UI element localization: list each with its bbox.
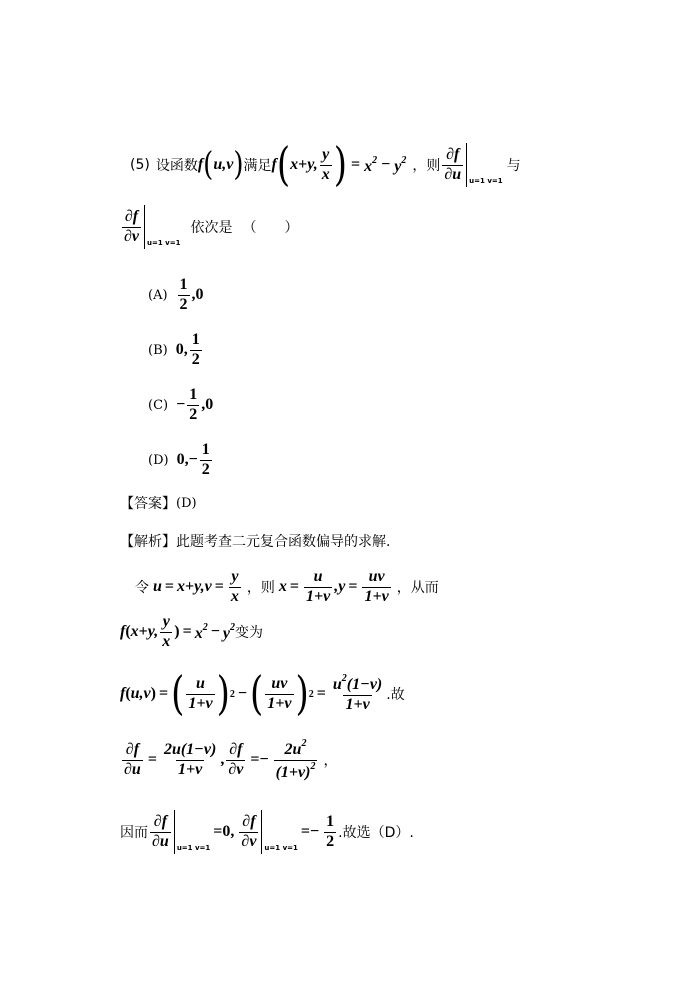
option-c: (C) − $\frac{1}{2}$ ,0	[148, 385, 214, 423]
partial-f-partial-u: $\frac{\partial f}{\partial u}$	[444, 145, 462, 183]
conclusion-line: 因而 $\frac{\partial f}{\partial u}$ u=1 v=1 =0, $\frac{\partial f}{\partial v}$ u=1 v=1 =− $\frac{1}{2}$ .故选（D）.	[120, 808, 414, 856]
answer-value: (D)	[176, 495, 197, 511]
question-line-1: (5) 设函数 f ( u,v ) 满足 f ( x + y, $\frac{y}{x}$ ) = $x^2$ − $y^2$ ，则 $\frac{\partial f}{\partial u}$ u=1 v=1 与	[130, 138, 521, 192]
answer-label: 【答案】	[120, 496, 176, 512]
option-b: (B) 0, $\frac{1}{2}$	[148, 330, 200, 368]
transform-line: f ( x + y, $\frac{y}{x}$ ) = $x^2$ − $y^2$ 变为	[120, 612, 263, 650]
evaluation-bar-1: u=1 v=1	[466, 143, 502, 187]
question-and: 与	[506, 158, 521, 174]
question-order-text: 依次是	[190, 220, 233, 236]
function-fuv: f	[197, 156, 204, 173]
analysis-text: 此题考查二元复合函数偏导的求解.	[176, 534, 391, 550]
question-line-2	[120, 203, 298, 251]
question-satisfies: 满足	[243, 158, 272, 174]
fraction-y-over-x: $\frac{y}{x}$	[321, 145, 330, 183]
substitution-line: 令 u = x + y,v = $\frac{y}{x}$ ，则 x = $\frac{u}{1+v}$ ,y = $\frac{uv}{1+v}$ ，从而	[135, 567, 439, 605]
partials-line: $\frac{\partial f}{\partial u}$ = $\frac{2u(1-v)}{1+v}$ , $\frac{\partial f}{\partial v}$ =− $\frac{2u^2}{(1+v)^2}$ ，	[124, 737, 338, 781]
question-intro: 设函数	[155, 158, 198, 174]
option-d: (D) 0,− $\frac{1}{2}$	[148, 440, 210, 478]
option-a-label: (A)	[148, 287, 168, 303]
option-b-label: (B)	[148, 342, 168, 358]
analysis-label: 【解析】	[120, 534, 176, 550]
option-a: (A) $\frac{1}{2}$ ,0	[148, 275, 204, 313]
option-d-label: (D)	[148, 452, 169, 468]
question-blank: （ ）	[242, 220, 299, 236]
answer-line	[120, 492, 205, 514]
evaluation-bar-2: u=1 v=1	[144, 205, 180, 249]
partial-f-partial-v: $\frac{\partial f}{\partial v}$	[124, 207, 140, 245]
option-c-label: (C)	[148, 397, 169, 413]
question-number: (5)	[130, 157, 150, 173]
question-then: ，则	[412, 158, 441, 174]
analysis-line	[120, 530, 390, 552]
fuv-expression-line: f ( u,v ) = ( $\frac{u}{1+v}$ ) 2 − ( $\frac{uv}{1+v}$ ) 2 = $\frac{u^2(1-v)}{1+v}$ .故	[120, 667, 405, 721]
